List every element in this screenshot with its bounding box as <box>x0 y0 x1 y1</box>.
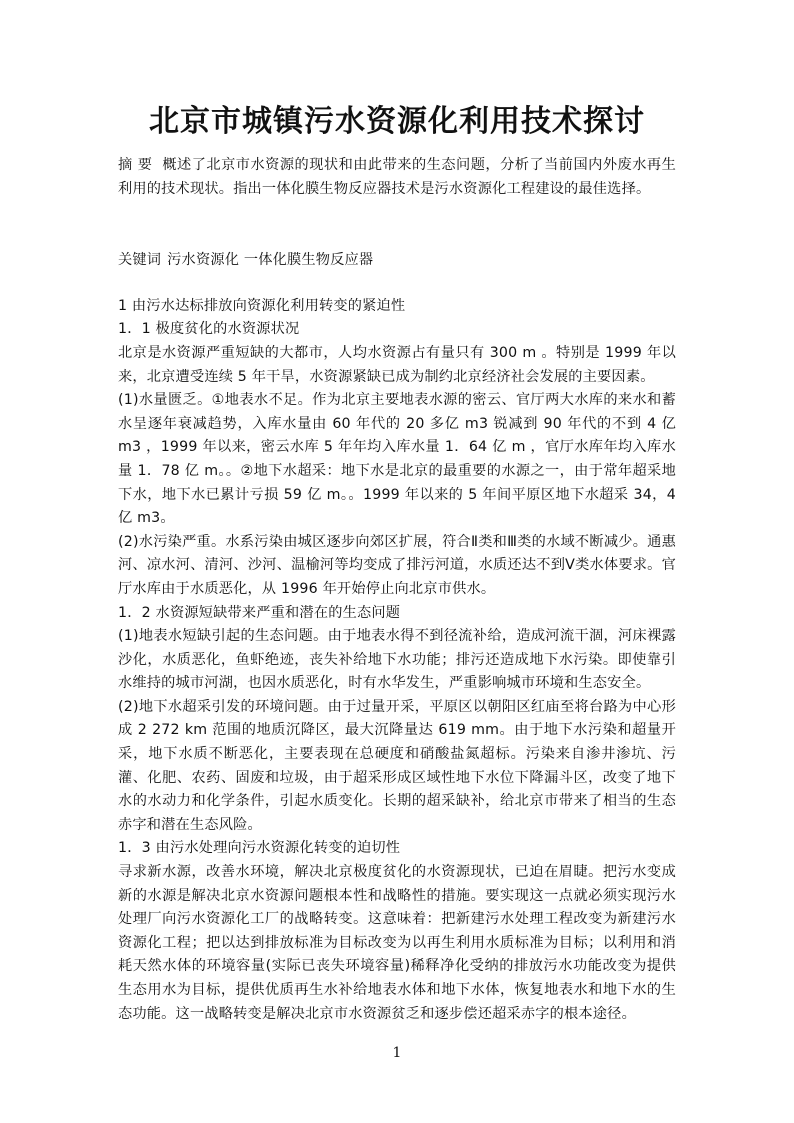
section-1-1-heading: 1．1 极度贫化的水资源状况 <box>118 321 300 338</box>
spacer <box>118 273 676 295</box>
section-1-1-paragraph-2: (1)水量匮乏。①地表水不足。作为北京主要地表水源的密云、官厅两大水库的来水和蓄水呈逐年衰减趋势，入库水量由 60 年代的 20 多亿 m3 锐减到 90 年代的不到 4 亿 m3 ，1999 年以来，密云水库 5 年年均入库水量 1．64 亿 m ，官厅水库年均入库水量 1．78 亿 m。。②地下水超采：地下水是北京的最重要的水源之一，由于常年超采地下水，地下水已累计亏损 59 亿 m。。1999 年以来的 5 年间平原区地下水超采 34，4 亿 m3。 <box>118 392 676 527</box>
abstract-label: 摘 要 <box>118 157 153 173</box>
section-1-1-paragraph-3: (2)水污染严重。水系污染由城区逐步向郊区扩展，符合Ⅱ类和Ⅲ类的水域不断减少。通惠河、凉水河、清河、沙河、温榆河等均变成了排污河道，水质还达不到Ⅴ类水体要求。官厅水库由于水质恶化，从 1996 年开始停止向北京市供水。 <box>118 533 676 597</box>
document-body <box>118 154 676 1026</box>
section-1-1-paragraph-1: 北京是水资源严重短缺的大都市，人均水资源占有量只有 300 m 。特别是 1999 年以来，北京遭受连续 5 年干旱，水资源紧缺已成为制约北京经济社会发展的主要因素。 <box>118 344 676 385</box>
section-1-2-paragraph-1: (1)地表水短缺引起的生态问题。由于地表水得不到径流补给，造成河流干涸，河床裸露沙化，水质恶化，鱼虾绝迹，丧失补给地下水功能；排污还造成地下水污染。即使靠引水维持的城市河湖，也因水质恶化，时有水华发生，严重影响城市环境和生态安全。 <box>118 628 676 692</box>
spacer <box>118 201 676 249</box>
keywords-label: 关键词 <box>118 252 162 269</box>
keywords <box>118 249 676 273</box>
keywords-text: 污水资源化 一体化膜生物反应器 <box>167 252 374 269</box>
section-1-2-paragraph-2: (2)地下水超采引发的环境问题。由于过量开采，平原区以朝阳区红庙至将台路为中心形成 2 272 km 范围的地质沉降区，最大沉降量达 619 mm。由于地下水污染和超量开采，地下水质不断恶化，主要表现在总硬度和硝酸盐氮超标。污染来自渗井渗坑、污灌、化肥、农药、固废和垃圾，由于超采形成区域性地下水位下降漏斗区，改变了地下水的水动力和化学条件，引起水质变化。长期的超采缺补，给北京市带来了相当的生态赤字和潜在生态风险。 <box>118 698 676 833</box>
abstract-text: 概述了北京市水资源的现状和由此带来的生态问题，分析了当前国内外废水再生利用的技术现状。指出一体化膜生物反应器技术是污水资源化工程建设的最佳选择。 <box>118 157 676 197</box>
page-number: 1 <box>392 1045 402 1061</box>
section-1-3-paragraph-1: 寻求新水源，改善水环境，解决北京极度贫化的水资源现状，已迫在眉睫。把污水变成新的水源是解决北京水资源问题根本性和战略性的措施。要实现这一点就必须实现污水处理厂向污水资源化工厂的战略转变。这意味着：把新建污水处理工程改变为新建污水资源化工程；把以达到排放标准为目标改变为以再生利用水质标准为目标；以利用和消耗天然水体的环境容量(实际已丧失环境容量)稀释净化受纳的排放污水功能改变为提供生态用水为目标，提供优质再生水补给地表水体和地下水体，恢复地表水和地下水的生态功能。这一战略转变是解决北京市水资源贫乏和逐步偿还超采赤字的根本途径。 <box>118 864 676 1022</box>
section-1-2-heading: 1．2 水资源短缺带来严重和潜在的生态问题 <box>118 604 401 621</box>
document-title: 北京市城镇污水资源化利用技术探讨 <box>149 104 645 139</box>
section-1-3-heading: 1．3 由污水处理向污水资源化转变的迫切性 <box>118 840 401 857</box>
abstract <box>118 154 676 201</box>
section-1-heading: 1 由污水达标排放向资源化利用转变的紧迫性 <box>118 297 406 314</box>
